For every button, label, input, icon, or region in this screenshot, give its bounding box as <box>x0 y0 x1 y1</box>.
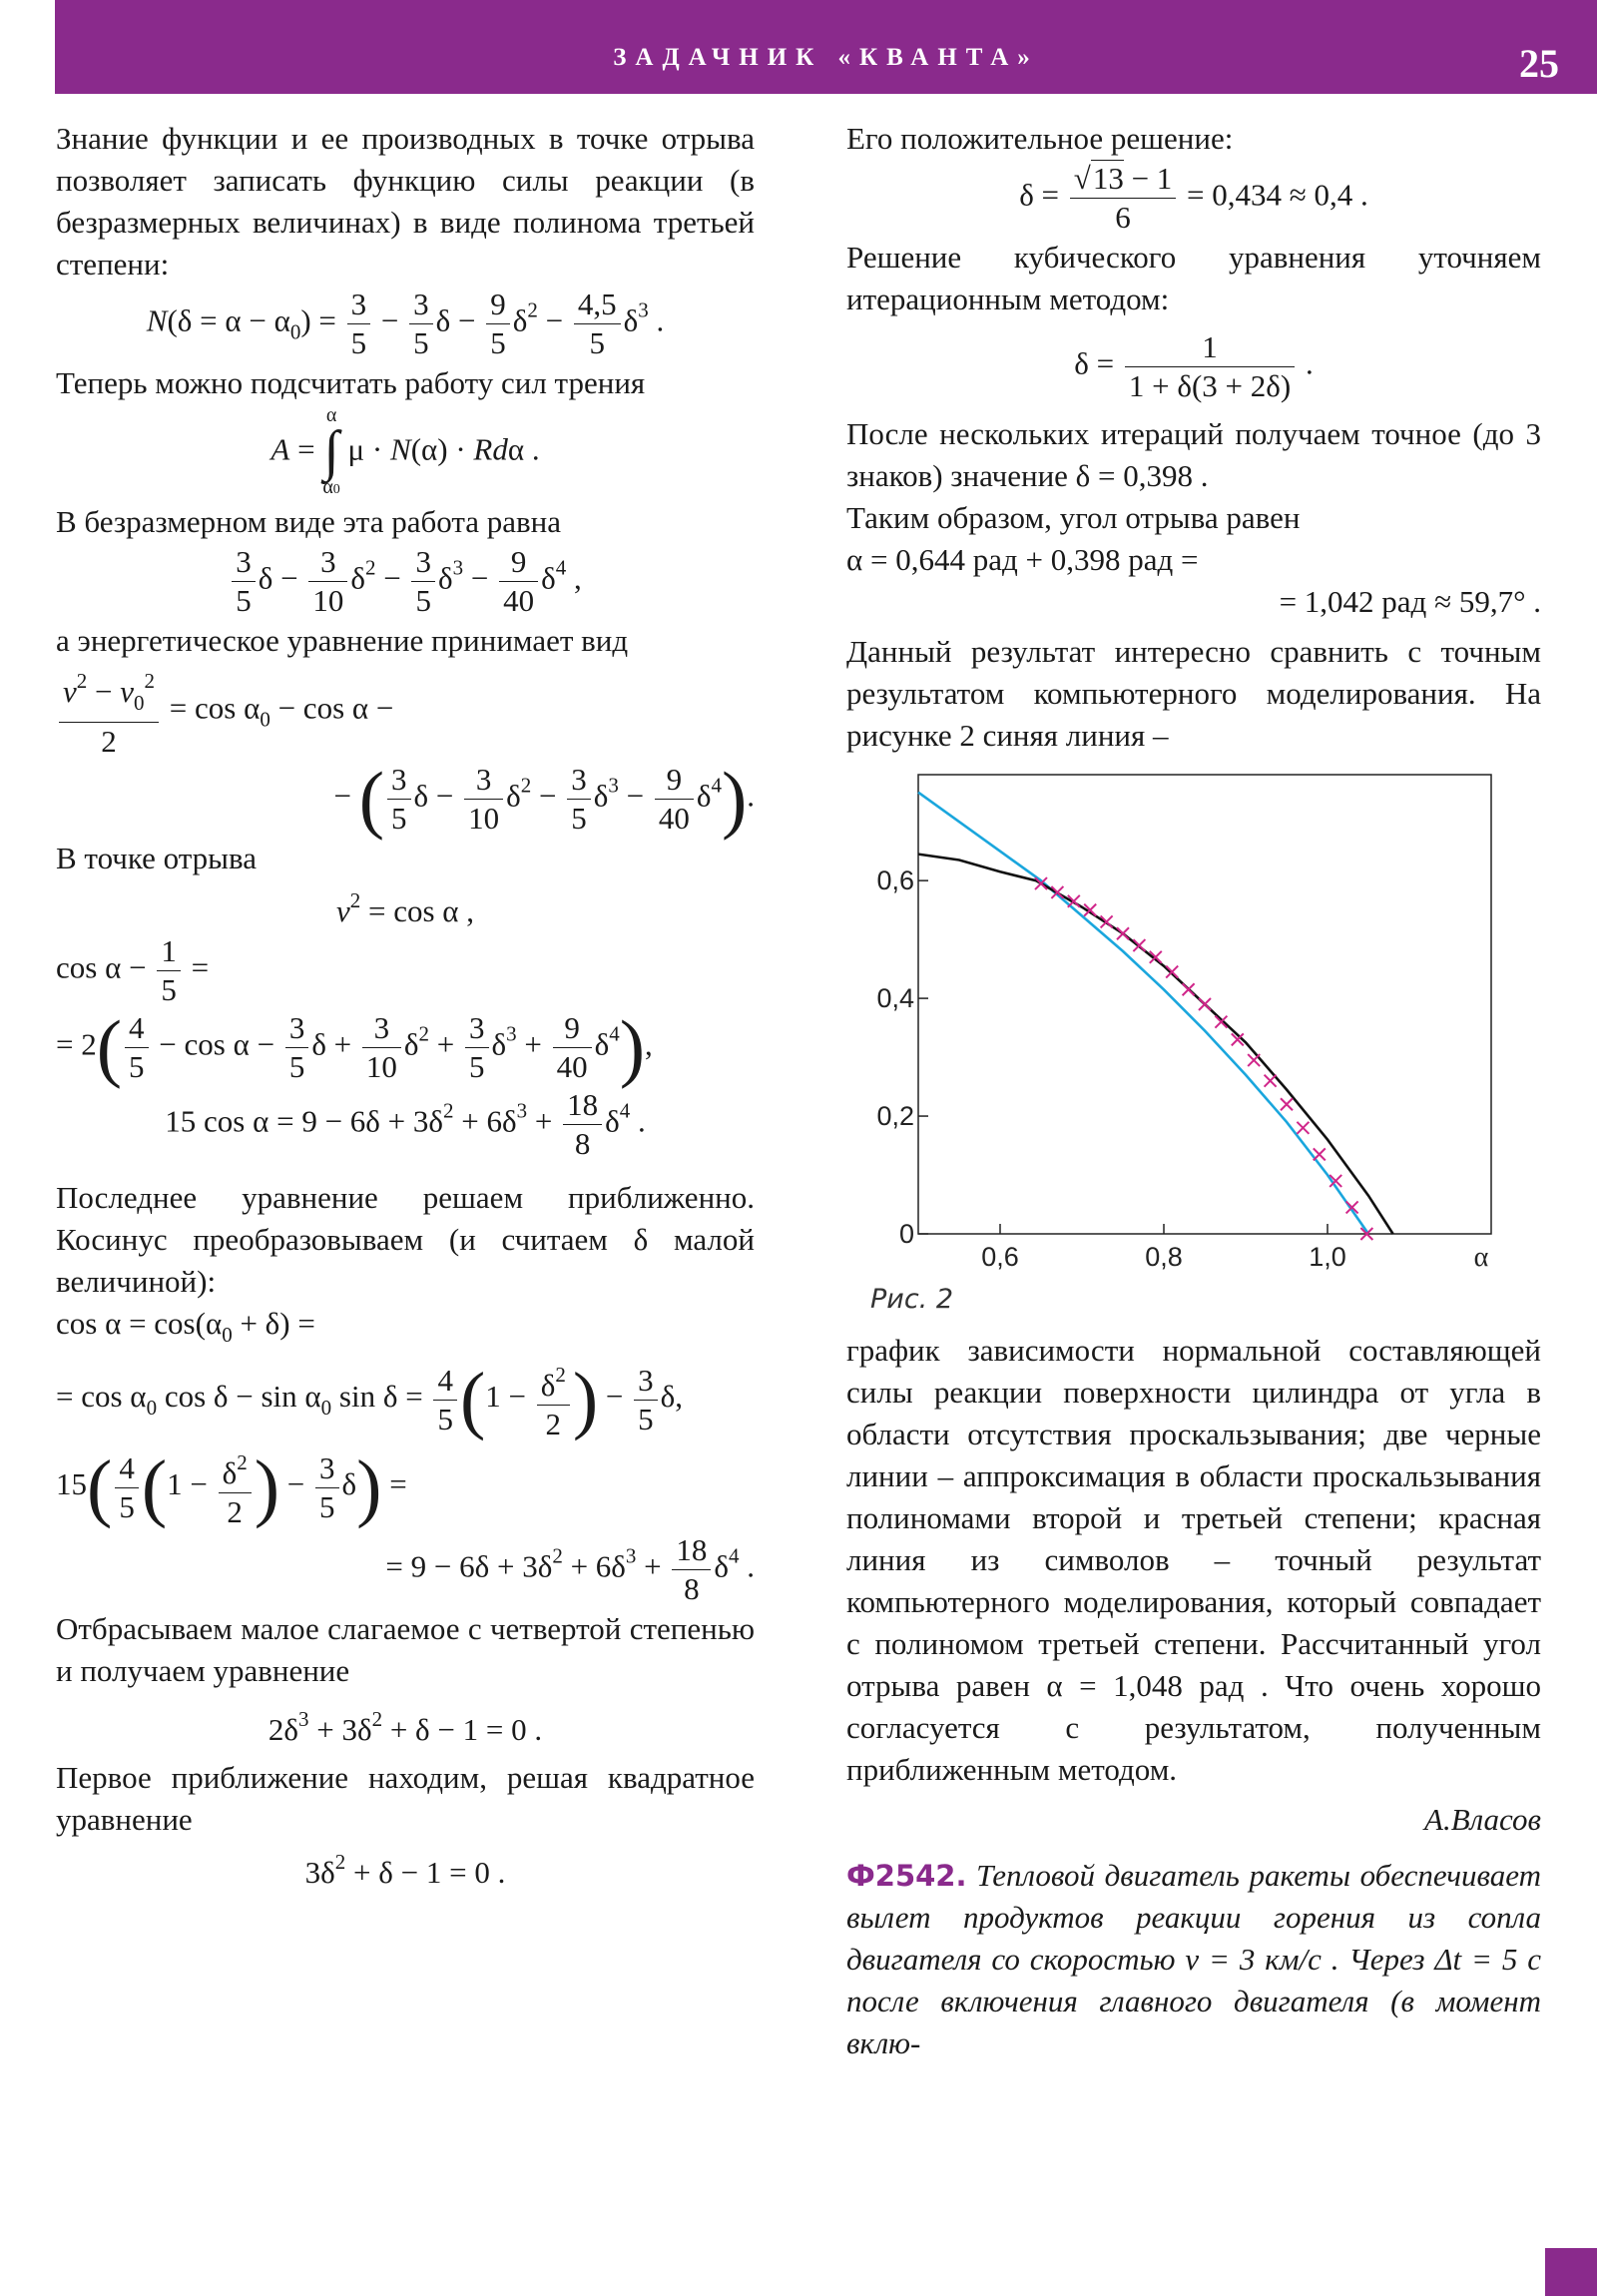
right-column <box>846 118 1541 2064</box>
series-marker <box>1314 1148 1326 1160</box>
series-marker <box>1117 927 1129 939</box>
paragraph: Данный результат интересно сравнить с точным результатом компьютерного моделирования. На рисунке 2 синяя линия – <box>846 634 1541 753</box>
series-line-1 <box>918 855 1393 1234</box>
series-line-0 <box>918 793 1368 1234</box>
series-marker <box>1248 1054 1260 1066</box>
paragraph: Решение кубического уравнения уточняем итерационным методом: <box>846 240 1541 316</box>
problem-id: Ф2542. <box>846 1859 967 1893</box>
equation-cos-expand-4: = $9 - 6\delta + 3\delta^2 + 6\delta^3$ + $\frac{18}{8}$ $\delta^4$ . <box>385 1532 755 1606</box>
series-marker <box>1199 998 1211 1010</box>
equation-positive-root: δ = $\frac{√13 - 1}{6}$ = 0,434 ≈ 0,4 . <box>1019 161 1368 235</box>
y-tick-label: 0,6 <box>876 865 914 896</box>
y-tick-label: 0,4 <box>876 983 914 1014</box>
equation-cos-line2: = 2( $\frac{4}{5}$ − cos α − $\frac{3}{5}$ δ + $\frac{3}{10}$ $\delta^2$ + $\frac{3}{5}$ $\delta^3$ + $\frac{9}{40}$ $\delta^4$), <box>56 1005 653 1090</box>
equation-15cos: 15 $\cos \alpha = 9 - 6\delta + 3\delta^2 + 6\delta^3$ + $\frac{18}{8}$ $\delta^4$ . <box>165 1087 646 1161</box>
equation-separation-condition: $v^2 = \cos \alpha$ , <box>335 888 475 928</box>
paragraph: Отбрасываем малое слагаемое с четвертой степенью и получаем уравнение <box>56 1611 755 1688</box>
equation-energy-line1: $\frac{v^2 - v_0^2}{2}$ = $\cos \alpha_0 - \cos \alpha$ − <box>56 662 755 761</box>
page-number: 25 <box>1519 41 1559 86</box>
equation-polynomial: $N(\delta = \alpha - \alpha_0)$ = $\frac{3}{5}$ − $\frac{3}{5}$ δ − $\frac{9}{5}$ $\delta^2$ − $\frac{4,5}{5}$ $\delta^3$ . <box>146 287 665 360</box>
paragraph: Первое приближение находим, решая квадратное уравнение <box>56 1760 755 1837</box>
paragraph: После нескольких итераций получаем точное (до 3 знаков) значение δ = 0,398 . <box>846 416 1541 493</box>
problem-statement <box>846 1855 1541 2064</box>
author-signature: А.Власов <box>1424 1802 1541 1837</box>
x-axis-label: α <box>1473 1242 1489 1273</box>
series-marker <box>1101 915 1113 927</box>
paragraph: Последнее уравнение решаем приближенно. Косинус преобразовываем (и считаем δ малой величиной): <box>56 1180 755 1299</box>
paragraph: Его положительное решение: <box>846 121 1234 156</box>
equation-energy-line2: − ( $\frac{3}{5}$ δ − $\frac{3}{10}$ $\delta^2$ − $\frac{3}{5}$ $\delta^3$ − $\frac{9}{40}$ $\delta^4$). <box>333 757 755 842</box>
y-tick-label: 0 <box>898 1219 914 1249</box>
equation-cos-expand-1: $\cos \alpha = \cos(\alpha_0 + \delta)$ = <box>56 1306 315 1347</box>
equation-work-integral: A = α ∫ α0 μ · N(α) · Rdα . <box>270 404 540 498</box>
equation-angle-1: α = 0,644 рад + 0,398 рад = <box>846 542 1199 577</box>
series-marker <box>1166 966 1178 978</box>
series-marker <box>1281 1098 1293 1110</box>
equation-angle-2: = 1,042 рад ≈ 59,7° . <box>1279 584 1541 619</box>
left-column <box>56 118 755 1894</box>
equation-quadratic: $3\delta^2 + \delta - 1 = 0$ . <box>304 1850 506 1890</box>
series-marker <box>1133 939 1145 951</box>
y-tick-label: 0,2 <box>876 1101 914 1132</box>
paragraph: график зависимости нормальной составляющей силы реакции поверхности цилиндра от угла в области отсутствия проскальзывания; две черные линии – аппроксимация в области проскальзывания полиномами второй и третьей степени; красная линия из символов – точный результат компьютерного моделирования, который совпадает с полиномом третьей степени. Рассчитанный угол отрыва равен α = 1,048 рад . Что очень хорошо согласуется с результатом, полученным приближенным методом. <box>846 1333 1541 1787</box>
x-tick-label: 0,6 <box>981 1242 1019 1272</box>
figure-caption: Рис. 2 <box>870 1284 954 1315</box>
equation-cos-expand-3: 15( $\frac{4}{5}$ (1 − $\frac{\delta^2}{2}$ ) − $\frac{3}{5}$ δ) = <box>56 1445 407 1529</box>
paragraph: Теперь можно подсчитать работу сил трения <box>56 365 646 400</box>
paragraph: Знание функции и ее производных в точке отрыва позволяет записать функцию силы реакции (в безразмерных величинах) в виде полинома третьей степени: <box>56 121 755 282</box>
page-header <box>55 0 1597 94</box>
equation-work-dimensionless: $\frac{3}{5}$ δ − $\frac{3}{10}$ $\delta^2$ − $\frac{3}{5}$ $\delta^3$ − $\frac{9}{40}$ $\delta^4$ , <box>56 543 755 620</box>
series-marker <box>1183 983 1195 995</box>
x-tick-label: 1,0 <box>1309 1242 1346 1272</box>
paragraph: Таким образом, угол отрыва равен <box>846 500 1301 535</box>
x-tick-label: 0,8 <box>1145 1242 1183 1272</box>
figure-2 <box>846 765 1541 1324</box>
header-title: ЗАДАЧНИК «КВАНТА» <box>613 44 1039 71</box>
figure-2-plot <box>846 765 1541 1324</box>
equation-iteration: δ = $\frac{1}{1 + \delta(3 + 2\delta)}$ . <box>1074 329 1314 403</box>
paragraph: а энергетическое уравнение принимает вид <box>56 623 629 658</box>
series-marker <box>1297 1122 1309 1134</box>
problem-text: Тепловой двигатель ракеты обеспечивает вылет продуктов реакции горения из сопла двигателя со скоростью v = 3 км/с . Через Δt = 5 с после включения главного двигателя (в момент вклю- <box>846 1858 1541 2060</box>
corner-mark <box>1545 2248 1597 2296</box>
paragraph: В точке отрыва <box>56 841 257 875</box>
equation-cubic: $2\delta^3 + 3\delta^2 + \delta - 1 = 0$ . <box>267 1707 543 1747</box>
paragraph: В безразмерном виде эта работа равна <box>56 504 562 539</box>
equation-cos-expand-2: = $\cos \alpha_0$ $\cos \delta - \sin \alpha_0$ sin δ = $\frac{4}{5}$ (1 − $\frac{\delta^2}{2}$ ) − $\frac{3}{5}$ δ, <box>56 1358 683 1441</box>
series-marker <box>1265 1075 1277 1087</box>
equation-cos-line1: cos α − $\frac{1}{5}$ = <box>56 933 210 1007</box>
